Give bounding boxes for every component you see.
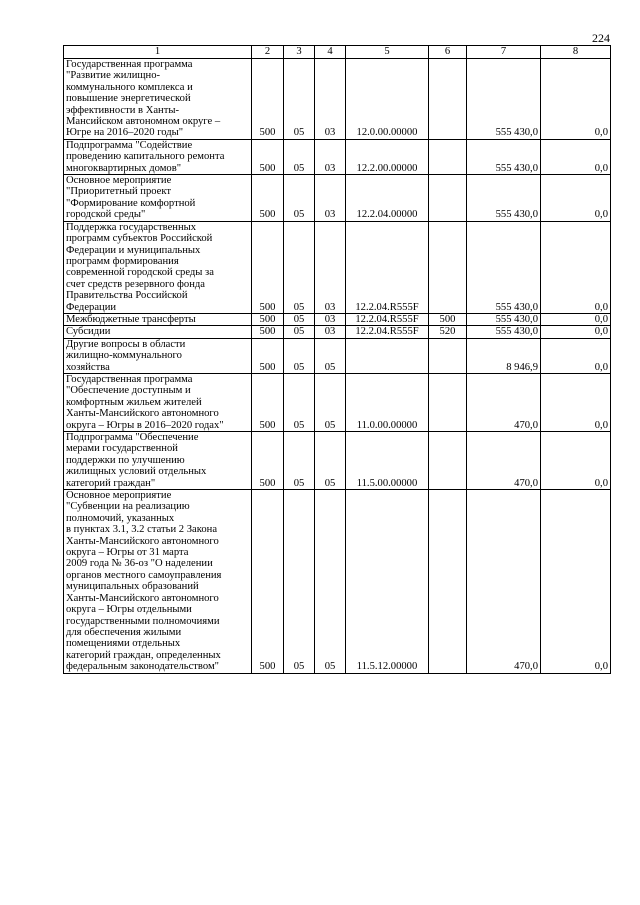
cell-col6 (429, 175, 467, 222)
table-row (64, 373, 611, 431)
column-header-2: 2 (252, 46, 284, 59)
cell-col7: 555 430,0 (467, 221, 541, 313)
cell-col6: 500 (429, 313, 467, 325)
cell-col8: 0,0 (541, 326, 611, 338)
cell-col5: 12.2.00.00000 (346, 139, 429, 174)
row-name: Основное мероприятие "Приоритетный проект "Формирование комфортной городской среды" (64, 175, 252, 222)
cell-col6 (429, 139, 467, 174)
table-row (64, 59, 611, 140)
column-header-3: 3 (284, 46, 315, 59)
cell-col4: 03 (315, 221, 346, 313)
cell-col2: 500 (252, 373, 284, 431)
cell-col6 (429, 373, 467, 431)
cell-col5: 11.5.12.00000 (346, 490, 429, 674)
budget-table (63, 45, 611, 674)
cell-col4: 03 (315, 326, 346, 338)
cell-col8: 0,0 (541, 139, 611, 174)
cell-col6: 520 (429, 326, 467, 338)
cell-col6 (429, 432, 467, 490)
column-header-1: 1 (64, 46, 252, 59)
cell-col4: 05 (315, 490, 346, 674)
header-row (64, 46, 611, 59)
row-name: Другие вопросы в области жилищно-коммунального хозяйства (64, 338, 252, 373)
cell-col3: 05 (284, 59, 315, 140)
table-row (64, 139, 611, 174)
cell-col6 (429, 338, 467, 373)
cell-col8: 0,0 (541, 490, 611, 674)
cell-col3: 05 (284, 139, 315, 174)
cell-col2: 500 (252, 59, 284, 140)
cell-col8: 0,0 (541, 338, 611, 373)
column-header-7: 7 (467, 46, 541, 59)
cell-col3: 05 (284, 326, 315, 338)
cell-col7: 470,0 (467, 373, 541, 431)
cell-col2: 500 (252, 313, 284, 325)
table-body (64, 46, 611, 674)
table-row (64, 432, 611, 490)
cell-col7: 555 430,0 (467, 139, 541, 174)
cell-col2: 500 (252, 139, 284, 174)
row-name: Межбюджетные трансферты (64, 313, 252, 325)
row-name: Государственная программа "Обеспечение доступным и комфортным жильем жителей Ханты-Мансийского автономного округа – Югры в 2016–2020 годах" (64, 373, 252, 431)
cell-col8: 0,0 (541, 175, 611, 222)
cell-col8: 0,0 (541, 221, 611, 313)
cell-col7: 555 430,0 (467, 326, 541, 338)
cell-col3: 05 (284, 432, 315, 490)
row-name: Основное мероприятие "Субвенции на реализацию полномочий, указанных в пунктах 3.1, 3.2 статьи 2 Закона Ханты-Мансийского автономного округа – Югры от 31 марта 2009 года № 36-оз "О наделении органов местного самоуправления муниципальных образований Ханты-Мансийского автономного округа – Югры отдельными государственными полномочиями для обеспечения жилыми помещениями отдельных категорий граждан, определенных федеральным законодательством" (64, 490, 252, 674)
page-number: 224 (592, 31, 610, 45)
cell-col5: 12.2.04.R555F (346, 221, 429, 313)
cell-col2: 500 (252, 338, 284, 373)
table-row (64, 338, 611, 373)
cell-col7: 555 430,0 (467, 313, 541, 325)
column-header-5: 5 (346, 46, 429, 59)
cell-col6 (429, 59, 467, 140)
cell-col8: 0,0 (541, 59, 611, 140)
column-header-4: 4 (315, 46, 346, 59)
cell-col8: 0,0 (541, 432, 611, 490)
cell-col4: 05 (315, 432, 346, 490)
table-row (64, 175, 611, 222)
cell-col4: 03 (315, 59, 346, 140)
cell-col4: 03 (315, 313, 346, 325)
cell-col8: 0,0 (541, 313, 611, 325)
table-row (64, 490, 611, 674)
cell-col5: 12.0.00.00000 (346, 59, 429, 140)
cell-col3: 05 (284, 490, 315, 674)
cell-col3: 05 (284, 338, 315, 373)
row-name: Подпрограмма "Содействие проведению капитального ремонта многоквартирных домов" (64, 139, 252, 174)
cell-col6 (429, 490, 467, 674)
cell-col5: 12.2.04.R555F (346, 313, 429, 325)
table-row (64, 326, 611, 338)
row-name: Подпрограмма "Обеспечение мерами государственной поддержки по улучшению жилищных условий отдельных категорий граждан" (64, 432, 252, 490)
cell-col3: 05 (284, 313, 315, 325)
cell-col7: 555 430,0 (467, 59, 541, 140)
cell-col7: 470,0 (467, 490, 541, 674)
cell-col4: 03 (315, 175, 346, 222)
cell-col7: 470,0 (467, 432, 541, 490)
cell-col3: 05 (284, 221, 315, 313)
cell-col5: 11.5.00.00000 (346, 432, 429, 490)
row-name: Государственная программа "Развитие жилищно- коммунального комплекса и повышение энергетической эффективности в Ханты- Мансийском автономном округе – Югре на 2016–2020 годы" (64, 59, 252, 140)
table-row (64, 221, 611, 313)
cell-col7: 8 946,9 (467, 338, 541, 373)
cell-col2: 500 (252, 326, 284, 338)
table-row (64, 313, 611, 325)
cell-col2: 500 (252, 490, 284, 674)
cell-col3: 05 (284, 373, 315, 431)
cell-col7: 555 430,0 (467, 175, 541, 222)
column-header-8: 8 (541, 46, 611, 59)
cell-col5: 11.0.00.00000 (346, 373, 429, 431)
cell-col5: 12.2.04.00000 (346, 175, 429, 222)
column-header-6: 6 (429, 46, 467, 59)
cell-col4: 03 (315, 139, 346, 174)
cell-col4: 05 (315, 338, 346, 373)
cell-col2: 500 (252, 432, 284, 490)
cell-col5 (346, 338, 429, 373)
cell-col5: 12.2.04.R555F (346, 326, 429, 338)
row-name: Поддержка государственных программ субъектов Российской Федерации и муниципальных программ формирования современной городской среды за счет средств резервного фонда Правительства Российской Федерации (64, 221, 252, 313)
row-name: Субсидии (64, 326, 252, 338)
cell-col8: 0,0 (541, 373, 611, 431)
cell-col2: 500 (252, 175, 284, 222)
cell-col4: 05 (315, 373, 346, 431)
cell-col3: 05 (284, 175, 315, 222)
cell-col6 (429, 221, 467, 313)
cell-col2: 500 (252, 221, 284, 313)
